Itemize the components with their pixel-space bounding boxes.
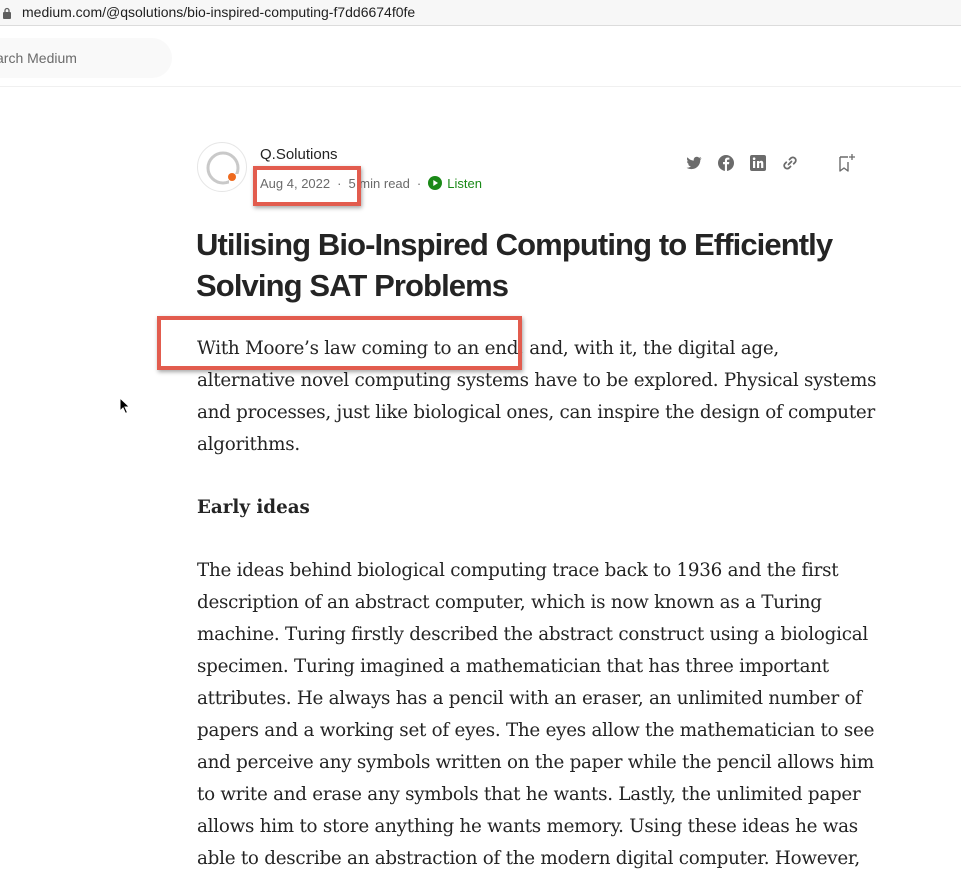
link-icon (780, 153, 800, 173)
search-input[interactable] (0, 38, 172, 78)
article-meta (260, 174, 482, 192)
qsolutions-logo-icon (198, 143, 248, 193)
share-linkedin-button[interactable] (748, 153, 768, 173)
url-text[interactable]: medium.com/@qsolutions/bio-inspired-computing-f7dd6674f0fe (22, 4, 416, 20)
meta-separator: · (337, 175, 342, 191)
listen-label: Listen (447, 175, 482, 191)
save-bookmark-button[interactable] (837, 153, 857, 173)
copy-link-button[interactable] (780, 153, 800, 173)
play-icon (428, 176, 442, 190)
paragraph-intro: With Moore’s law coming to an end, and, with it, the digital age, alternative novel computing systems have to be explored. Physical systems and processes, just like biological ones, can inspire the design of computer algorithms. (197, 338, 877, 455)
listen-button[interactable] (428, 176, 482, 191)
share-facebook-button[interactable] (716, 153, 736, 173)
twitter-icon (684, 153, 704, 173)
meta-separator: · (416, 175, 422, 191)
facebook-icon (716, 153, 736, 173)
paragraph-early-ideas: The ideas behind biological computing trace back to 1936 and the first description of an abstract computer, which is now known as a Turing machine. Turing firstly described the abstract construct using a biological specimen. Turing imagined a mathematician that has three important attributes. He always has a pencil with an eraser, an unlimited number of papers and a working set of eyes. The eyes allow the mathematician to see and perceive any symbols written on the paper while the pencil allows him to write and erase any symbols that he wants. Lastly, the unlimited paper allows him to store anything he wants memory. Using these ideas he was able to describe an abstraction of the modern digital computer. However, (197, 560, 875, 869)
search-box[interactable] (0, 38, 172, 78)
lock-icon (2, 7, 12, 19)
share-twitter-button[interactable] (684, 153, 704, 173)
medium-topbar (0, 27, 961, 87)
bookmark-icon (837, 153, 857, 173)
publish-date: Aug 4, 2022 (260, 175, 331, 191)
linkedin-icon (748, 153, 768, 173)
section-heading-early-ideas: Early ideas (197, 497, 310, 518)
browser-url-bar[interactable] (0, 0, 961, 26)
author-name[interactable]: Q.Solutions (260, 146, 338, 163)
author-avatar[interactable] (197, 142, 247, 192)
article-title: Utilising Bio-Inspired Computing to Efficiently Solving SAT Problems (196, 227, 833, 303)
mouse-cursor-icon (119, 397, 131, 415)
read-time: 5 min read (348, 175, 410, 191)
